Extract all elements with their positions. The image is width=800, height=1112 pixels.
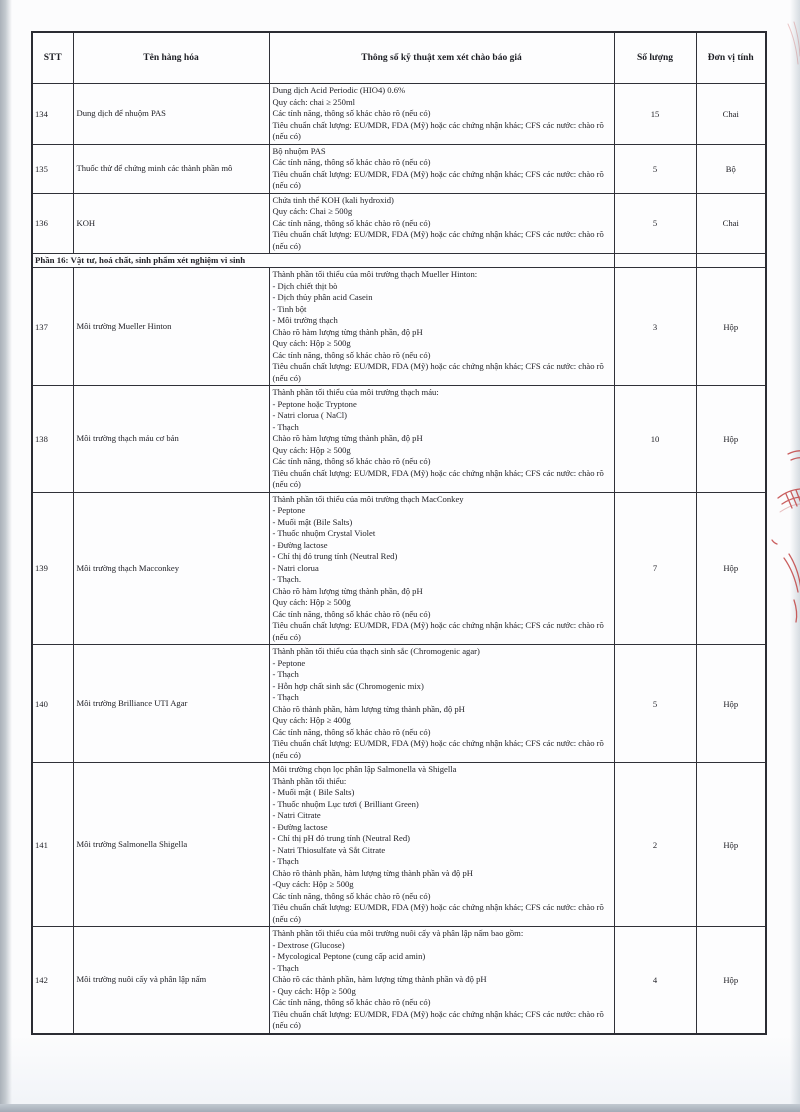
spec-line: Tiêu chuẩn chất lượng: EU/MDR, FDA (Mỹ) hoặc các chứng nhận khác; CFS các nước: chào rõ (nếu có) xyxy=(272,119,604,141)
spec-line: - Natri clorua ( NaCl) xyxy=(272,410,347,420)
table-row xyxy=(32,763,766,927)
spec-line: - Thạch xyxy=(272,856,299,866)
stt-cell: 139 xyxy=(32,492,73,645)
spec-line: - Mycological Peptone (cung cấp acid amin) xyxy=(272,951,426,961)
spec-line: - Dịch thủy phân acid Casein xyxy=(272,292,373,302)
specs-cell xyxy=(269,927,614,1034)
spec-line: Các tính năng, thông số khác chào rõ (nếu có) xyxy=(272,997,431,1007)
table-header-row xyxy=(32,32,766,84)
spec-line: - Đường lactose xyxy=(272,821,328,832)
header-specs: Thông số kỹ thuật xem xét chào báo giá xyxy=(269,32,614,84)
spec-line: - Môi trường thạch xyxy=(272,315,338,325)
specs-cell xyxy=(269,84,614,145)
spec-line: Thành phần tối thiểu: xyxy=(272,775,347,786)
stt-cell: 134 xyxy=(32,84,73,145)
specs-cell xyxy=(269,763,614,927)
stt-cell: 141 xyxy=(32,763,73,927)
stt-cell: 142 xyxy=(32,927,73,1034)
spec-line: - Chỉ thị pH đỏ trung tính (Neutral Red) xyxy=(272,833,410,843)
spec-line: Tiêu chuẩn chất lượng: EU/MDR, FDA (Mỹ) hoặc các chứng nhận khác; CFS các nước: chào rõ (nếu có) xyxy=(272,361,604,383)
specs-cell xyxy=(269,492,614,645)
spec-line: Các tính năng, thông số khác chào rõ (nếu có) xyxy=(272,890,431,901)
specs-cell xyxy=(269,144,614,193)
scan-left-edge-shadow xyxy=(0,0,12,1112)
spec-line: Chào rõ hàm lượng từng thành phần, độ pH xyxy=(272,585,423,596)
spec-line: - Thạch xyxy=(272,669,299,679)
spec-line: - Muối mật (Bile Salts) xyxy=(272,516,353,527)
specs-cell xyxy=(269,645,614,763)
spec-line: Các tính năng, thông số khác chào rõ (nếu có) xyxy=(272,456,431,466)
spec-line: Tiêu chuẩn chất lượng: EU/MDR, FDA (Mỹ) hoặc các chứng nhận khác; CFS các nước: chào rõ (nếu có) xyxy=(272,738,604,760)
name-cell: Môi trường thạch máu cơ bản xyxy=(73,386,269,493)
qty-cell: 5 xyxy=(614,193,696,254)
spec-line: Quy cách: Hộp ≥ 400g xyxy=(272,715,351,725)
spec-line: Dung dịch Acid Periodic (HIO4) 0.6% xyxy=(272,85,406,95)
header-unit: Đơn vị tính xyxy=(696,32,766,84)
red-pen-mark-top xyxy=(758,20,800,80)
table-row xyxy=(32,268,766,386)
procurement-table xyxy=(31,31,767,1035)
name-cell: Môi trường nuôi cấy và phân lập nấm xyxy=(73,927,269,1034)
spec-line: Các tính năng, thông số khác chào rõ (nếu có) xyxy=(272,726,431,737)
spec-line: Các tính năng, thông số khác chào rõ (nếu có) xyxy=(272,349,431,360)
section-header-row xyxy=(32,254,766,268)
spec-line: Chào rõ thành phần, hàm lượng từng thành phần và độ pH xyxy=(272,867,474,878)
table-body xyxy=(32,84,766,1034)
spec-line: Môi trường chọn lọc phân lập Salmonella và Shigella xyxy=(272,764,457,774)
spec-line: Tiêu chuẩn chất lượng: EU/MDR, FDA (Mỹ) hoặc các chứng nhận khác; CFS các nước: chào rõ (nếu có) xyxy=(272,168,604,190)
spec-line: - Tinh bột xyxy=(272,303,307,314)
spec-line: Thành phần tối thiểu của thạch sinh sắc (Chromogenic agar) xyxy=(272,646,480,656)
unit-cell: Hộp xyxy=(696,268,766,386)
spec-line: Bộ nhuộm PAS xyxy=(272,145,326,156)
spec-line: Chào rõ hàm lượng từng thành phần, độ pH xyxy=(272,433,423,443)
qty-cell: 5 xyxy=(614,645,696,763)
spec-line: - Hỗn hợp chất sinh sắc (Chromogenic mix) xyxy=(272,680,424,691)
stt-cell: 136 xyxy=(32,193,73,254)
spec-line: - Chỉ thị đỏ trung tính (Neutral Red) xyxy=(272,551,398,561)
specs-cell xyxy=(269,193,614,254)
section-empty-unit-cell xyxy=(696,254,766,268)
stt-cell: 138 xyxy=(32,386,73,493)
spec-line: Thành phần tối thiểu của môi trường nuôi cấy và phân lập nấm bao gồm: xyxy=(272,928,524,938)
header-name: Tên hàng hóa xyxy=(73,32,269,84)
spec-line: Thành phần tối thiểu của môi trường thạch MacConkey xyxy=(272,493,464,504)
stt-cell: 135 xyxy=(32,144,73,193)
spec-line: Tiêu chuẩn chất lượng: EU/MDR, FDA (Mỹ) hoặc các chứng nhận khác; CFS các nước: chào rõ (nếu có) xyxy=(272,467,604,489)
unit-cell: Hộp xyxy=(696,927,766,1034)
spec-line: Quy cách: chai ≥ 250ml xyxy=(272,96,356,107)
spec-line: - Peptone hoặc Tryptone xyxy=(272,398,357,409)
spec-line: Chứa tinh thể KOH (kali hydroxid) xyxy=(272,194,394,205)
unit-cell: Hộp xyxy=(696,645,766,763)
spec-line: - Natri clorua xyxy=(272,562,319,573)
spec-line: -Quy cách: Hộp ≥ 500g xyxy=(272,879,354,889)
section-header-cell: Phần 16: Vật tư, hoá chất, sinh phẩm xét nghiệm vi sinh xyxy=(32,254,614,268)
spec-line: - Thạch xyxy=(272,421,299,432)
name-cell: KOH xyxy=(73,193,269,254)
name-cell: Môi trường Mueller Hinton xyxy=(73,268,269,386)
qty-cell: 10 xyxy=(614,386,696,493)
spec-line: - Peptone xyxy=(272,505,306,515)
name-cell: Môi trường Brilliance UTI Agar xyxy=(73,645,269,763)
table-row xyxy=(32,84,766,145)
qty-cell: 2 xyxy=(614,763,696,927)
qty-cell: 4 xyxy=(614,927,696,1034)
spec-line: - Thạch. xyxy=(272,574,301,584)
specs-cell xyxy=(269,268,614,386)
table-row xyxy=(32,927,766,1034)
name-cell: Dung dịch để nhuộm PAS xyxy=(73,84,269,145)
red-stamp-fragment xyxy=(750,440,800,640)
name-cell: Môi trường thạch Macconkey xyxy=(73,492,269,645)
spec-line: - Muối mật ( Bile Salts) xyxy=(272,787,355,797)
spec-line: Các tính năng, thông số khác chào rõ (nếu có) xyxy=(272,157,431,167)
section-empty-qty-cell xyxy=(614,254,696,268)
stt-cell: 140 xyxy=(32,645,73,763)
scan-bottom-edge-shadow xyxy=(0,1104,800,1112)
spec-line: - Đường lactose xyxy=(272,539,328,550)
spec-line: Tiêu chuẩn chất lượng: EU/MDR, FDA (Mỹ) hoặc các chứng nhận khác; CFS các nước: chào rõ (nếu có) xyxy=(272,902,604,924)
spec-line: Quy cách: Hộp ≥ 500g xyxy=(272,444,351,455)
spec-line: Thành phần tối thiểu của môi trường thạch Mueller Hinton: xyxy=(272,269,478,279)
spec-line: - Quy cách: Hộp ≥ 500g xyxy=(272,985,356,996)
scan-bottom-wash xyxy=(0,1034,800,1104)
unit-cell: Hộp xyxy=(696,386,766,493)
spec-line: - Thạch xyxy=(272,962,299,973)
header-qty: Số lượng xyxy=(614,32,696,84)
spec-line: - Natri Citrate xyxy=(272,810,321,820)
spec-line: - Dịch chiết thịt bò xyxy=(272,280,338,291)
unit-cell: Chai xyxy=(696,84,766,145)
table-row xyxy=(32,144,766,193)
unit-cell: Chai xyxy=(696,193,766,254)
table-row xyxy=(32,193,766,254)
spec-line: Quy cách: Hộp ≥ 500g xyxy=(272,338,351,348)
spec-line: Các tính năng, thông số khác chào rõ (nếu có) xyxy=(272,108,431,118)
spec-line: Chào rõ hàm lượng từng thành phần, độ pH xyxy=(272,326,423,337)
qty-cell: 15 xyxy=(614,84,696,145)
spec-line: Tiêu chuẩn chất lượng: EU/MDR, FDA (Mỹ) hoặc các chứng nhận khác; CFS các nước: chào rõ (nếu có) xyxy=(272,229,604,251)
spec-line: - Dextrose (Glucose) xyxy=(272,939,345,950)
spec-line: Các tính năng, thông số khác chào rõ (nếu có) xyxy=(272,217,431,228)
table-row xyxy=(32,645,766,763)
qty-cell: 7 xyxy=(614,492,696,645)
header-stt: STT xyxy=(32,32,73,84)
spec-line: - Thuốc nhuộm Lục tươi ( Brilliant Green) xyxy=(272,798,419,809)
spec-line: - Natri Thiosulfate và Sắt Citrate xyxy=(272,844,386,855)
spec-line: Tiêu chuẩn chất lượng: EU/MDR, FDA (Mỹ) hoặc các chứng nhận khác; CFS các nước: chào rõ (nếu có) xyxy=(272,620,604,642)
name-cell: Môi trường Salmonella Shigella xyxy=(73,763,269,927)
qty-cell: 5 xyxy=(614,144,696,193)
table-row xyxy=(32,386,766,493)
table-row xyxy=(32,492,766,645)
spec-line: Quy cách: Chai ≥ 500g xyxy=(272,206,353,216)
spec-line: Thành phần tối thiểu của môi trường thạch máu: xyxy=(272,387,439,397)
spec-line: - Thuốc nhuộm Crystal Violet xyxy=(272,528,376,538)
specs-cell xyxy=(269,386,614,493)
qty-cell: 3 xyxy=(614,268,696,386)
name-cell: Thuốc thử để chứng minh các thành phần mô xyxy=(73,144,269,193)
spec-line: - Thạch xyxy=(272,692,299,702)
spec-line: Chào rõ thành phần, hàm lượng từng thành phần, độ pH xyxy=(272,703,465,714)
spec-line: - Peptone xyxy=(272,657,306,668)
unit-cell: Hộp xyxy=(696,763,766,927)
spec-line: Các tính năng, thông số khác chào rõ (nếu có) xyxy=(272,608,431,619)
spec-line: Tiêu chuẩn chất lượng: EU/MDR, FDA (Mỹ) hoặc các chứng nhận khác; CFS các nước: chào rõ (nếu có) xyxy=(272,1008,604,1030)
unit-cell: Hộp xyxy=(696,492,766,645)
spec-line: Chào rõ các thành phần, hàm lượng từng thành phần và độ pH xyxy=(272,974,487,984)
stt-cell: 137 xyxy=(32,268,73,386)
unit-cell: Bộ xyxy=(696,144,766,193)
spec-line: Quy cách: Hộp ≥ 500g xyxy=(272,597,351,607)
